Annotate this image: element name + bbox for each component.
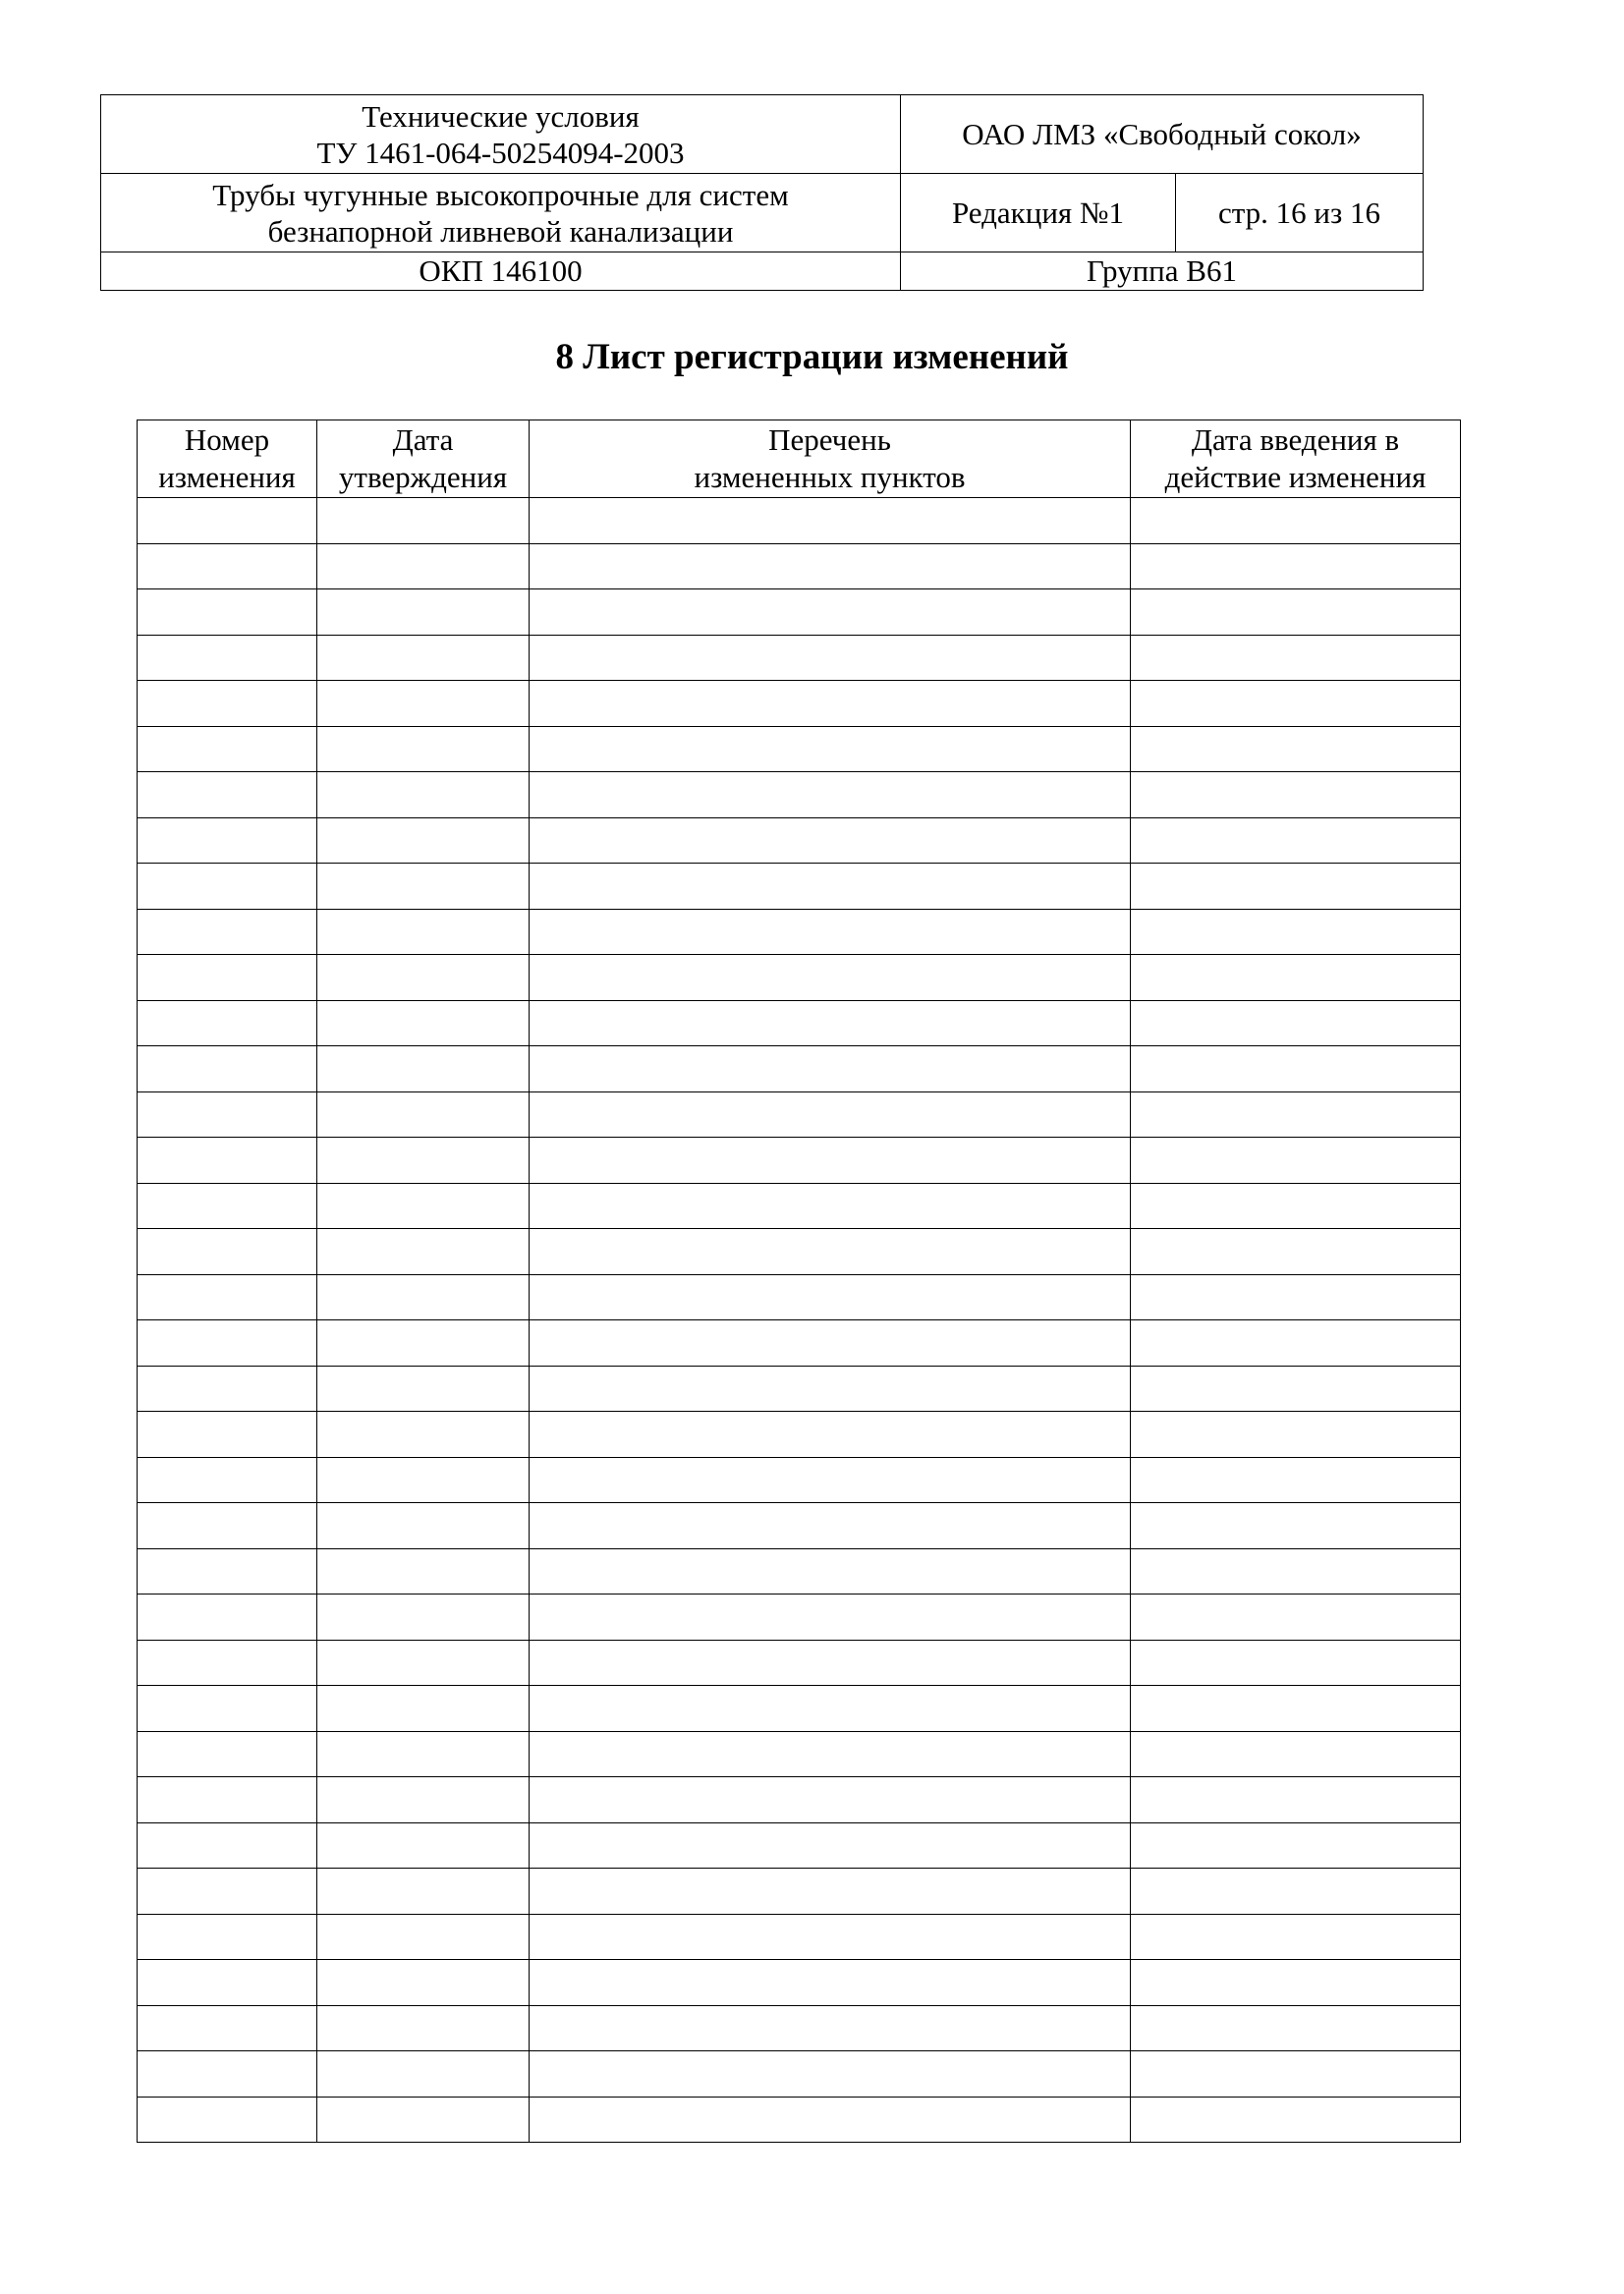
table-row [138,1914,1461,1960]
table-cell [1131,1457,1461,1503]
table-cell [530,955,1131,1001]
table-cell [530,1366,1131,1412]
table-row [138,772,1461,818]
table-row [138,1595,1461,1641]
table-cell [317,1183,530,1229]
table-row [138,1320,1461,1367]
table-cell [530,1822,1131,1869]
group-cell: Группа В61 [901,252,1424,291]
table-cell [317,589,530,636]
table-cell [317,1731,530,1777]
table-cell [138,1914,317,1960]
table-cell [138,1595,317,1641]
table-row [138,1000,1461,1046]
table-cell [1131,2051,1461,2098]
table-cell [317,772,530,818]
table-cell [138,498,317,544]
table-cell [530,772,1131,818]
table-row [138,1960,1461,2006]
table-cell [317,817,530,864]
table-cell [317,635,530,681]
table-cell [1131,817,1461,864]
table-cell [317,1274,530,1320]
table-cell [530,817,1131,864]
doc-type-line1: Технические условия [362,98,640,134]
table-cell [317,864,530,910]
table-cell [1131,1412,1461,1458]
table-cell [138,1000,317,1046]
table-cell [530,1960,1131,2006]
table-cell [138,1046,317,1092]
table-cell [138,2097,317,2143]
table-cell [530,1412,1131,1458]
table-header-row [138,420,1461,498]
column-header-approval-date [317,420,530,498]
table-cell [138,1869,317,1915]
table-cell [530,909,1131,955]
product-cell [101,174,901,252]
table-cell [1131,1183,1461,1229]
table-cell [138,543,317,589]
column-header-change-number [138,420,317,498]
table-row [138,589,1461,636]
table-cell [1131,1229,1461,1275]
product-line2: безнапорной ливневой канализации [267,213,734,249]
table-row [138,1777,1461,1823]
page-number-cell: стр. 16 из 16 [1176,174,1424,252]
table-row [138,726,1461,772]
table-cell [530,2051,1131,2098]
table-cell [530,1320,1131,1367]
table-row [138,1869,1461,1915]
table-cell [1131,1822,1461,1869]
table-cell [138,1822,317,1869]
table-cell [138,2005,317,2051]
table-cell [1131,1869,1461,1915]
table-cell [1131,1000,1461,1046]
column-header-line1: Дата [392,422,454,457]
table-cell [138,1320,317,1367]
table-cell [1131,1777,1461,1823]
column-header-line2: измененных пунктов [694,460,966,494]
table-cell [317,1686,530,1732]
table-cell [530,726,1131,772]
table-cell [1131,2097,1461,2143]
table-cell [1131,2005,1461,2051]
table-cell [317,955,530,1001]
table-cell [1131,726,1461,772]
column-header-line1: Номер [184,422,270,457]
table-cell [1131,864,1461,910]
table-row [138,2051,1461,2098]
table-cell [1131,1274,1461,1320]
table-cell [530,1000,1131,1046]
table-cell [138,1366,317,1412]
table-cell [530,1274,1131,1320]
table-row [138,1457,1461,1503]
table-row [138,498,1461,544]
table-cell [138,1640,317,1686]
table-cell [317,2005,530,2051]
edition-cell: Редакция №1 [901,174,1176,252]
table-cell [530,864,1131,910]
table-cell [138,955,317,1001]
table-cell [317,1822,530,1869]
table-cell [530,1183,1131,1229]
table-cell [317,909,530,955]
table-cell [317,1777,530,1823]
table-cell [317,681,530,727]
table-cell [317,1046,530,1092]
table-cell [138,1686,317,1732]
table-cell [530,1869,1131,1915]
table-cell [1131,772,1461,818]
table-row [138,1046,1461,1092]
table-cell [138,1503,317,1549]
table-cell [530,1091,1131,1138]
table-row [138,1640,1461,1686]
column-header-line2: изменения [158,460,296,494]
table-cell [317,1412,530,1458]
table-cell [138,2051,317,2098]
table-cell [1131,1731,1461,1777]
table-cell [317,1457,530,1503]
table-cell [138,1229,317,1275]
table-cell [1131,1960,1461,2006]
table-cell [1131,1138,1461,1184]
table-cell [138,1412,317,1458]
table-cell [317,1320,530,1367]
table-cell [1131,1686,1461,1732]
table-cell [1131,1640,1461,1686]
document-header-table [100,94,1424,291]
table-cell [138,635,317,681]
table-cell [138,1091,317,1138]
okp-cell: ОКП 146100 [101,252,901,291]
product-line1: Трубы чугунные высокопрочные для систем [212,177,789,212]
table-cell [1131,1046,1461,1092]
table-cell [317,1138,530,1184]
table-cell [317,1595,530,1641]
table-cell [530,1914,1131,1960]
table-cell [138,1274,317,1320]
table-cell [317,1000,530,1046]
table-cell [317,1548,530,1595]
table-row [138,1183,1461,1229]
doc-type-cell [101,95,901,174]
table-cell [138,772,317,818]
table-cell [138,589,317,636]
column-header-effective-date [1131,420,1461,498]
table-cell [530,1731,1131,1777]
table-cell [1131,589,1461,636]
section-title: 8 Лист регистрации изменений [555,337,1069,377]
table-row [138,955,1461,1001]
table-row [138,817,1461,864]
table-cell [138,817,317,864]
organization-cell: ОАО ЛМЗ «Свободный сокол» [901,95,1424,174]
table-cell [530,1229,1131,1275]
table-row [138,1822,1461,1869]
table-cell [317,1869,530,1915]
table-cell [1131,543,1461,589]
table-cell [317,2097,530,2143]
table-cell [317,498,530,544]
table-row [138,2097,1461,2143]
table-cell [138,909,317,955]
table-cell [530,1503,1131,1549]
table-cell [1131,1320,1461,1367]
table-cell [138,1960,317,2006]
table-cell [530,2005,1131,2051]
table-cell [317,1914,530,1960]
table-cell [1131,681,1461,727]
doc-type-line2: ТУ 1461-064-50254094-2003 [316,135,685,170]
change-registration-table [137,420,1461,2143]
table-cell [1131,1914,1461,1960]
table-row [138,864,1461,910]
table-cell [1131,1503,1461,1549]
table-cell [138,864,317,910]
table-row [138,1138,1461,1184]
table-cell [1131,498,1461,544]
table-cell [138,1548,317,1595]
table-row [138,1366,1461,1412]
table-cell [138,1138,317,1184]
table-row [138,635,1461,681]
table-cell [530,1138,1131,1184]
table-cell [530,681,1131,727]
table-cell [530,1595,1131,1641]
table-cell [1131,955,1461,1001]
table-cell [138,1731,317,1777]
table-cell [530,635,1131,681]
column-header-line2: утверждения [338,460,508,494]
table-cell [317,543,530,589]
table-row [138,1274,1461,1320]
table-cell [138,1457,317,1503]
table-row [138,681,1461,727]
table-cell [138,726,317,772]
table-cell [138,681,317,727]
table-cell [530,2097,1131,2143]
column-header-line1: Дата введения в [1191,422,1400,457]
table-cell [138,1183,317,1229]
table-cell [1131,1366,1461,1412]
table-cell [317,1960,530,2006]
table-cell [530,589,1131,636]
table-cell [317,1091,530,1138]
table-cell [1131,635,1461,681]
table-cell [1131,1595,1461,1641]
table-row [138,909,1461,955]
table-cell [530,1686,1131,1732]
table-cell [317,1366,530,1412]
table-cell [1131,1091,1461,1138]
table-row [138,1091,1461,1138]
table-cell [530,1777,1131,1823]
table-body [138,498,1461,2143]
table-cell [530,1548,1131,1595]
table-cell [530,498,1131,544]
table-cell [317,1503,530,1549]
table-cell [1131,909,1461,955]
table-cell [530,1457,1131,1503]
table-row [138,1548,1461,1595]
table-row [138,1731,1461,1777]
table-cell [317,2051,530,2098]
table-cell [317,726,530,772]
table-cell [530,543,1131,589]
table-row [138,1503,1461,1549]
table-cell [317,1640,530,1686]
table-row [138,2005,1461,2051]
column-header-changed-items [530,420,1131,498]
table-cell [317,1229,530,1275]
table-row [138,1229,1461,1275]
table-cell [530,1046,1131,1092]
table-cell [530,1640,1131,1686]
table-row [138,1412,1461,1458]
table-row [138,1686,1461,1732]
column-header-line1: Перечень [768,422,891,457]
column-header-line2: действие изменения [1164,460,1427,494]
table-cell [1131,1548,1461,1595]
table-cell [138,1777,317,1823]
table-row [138,543,1461,589]
